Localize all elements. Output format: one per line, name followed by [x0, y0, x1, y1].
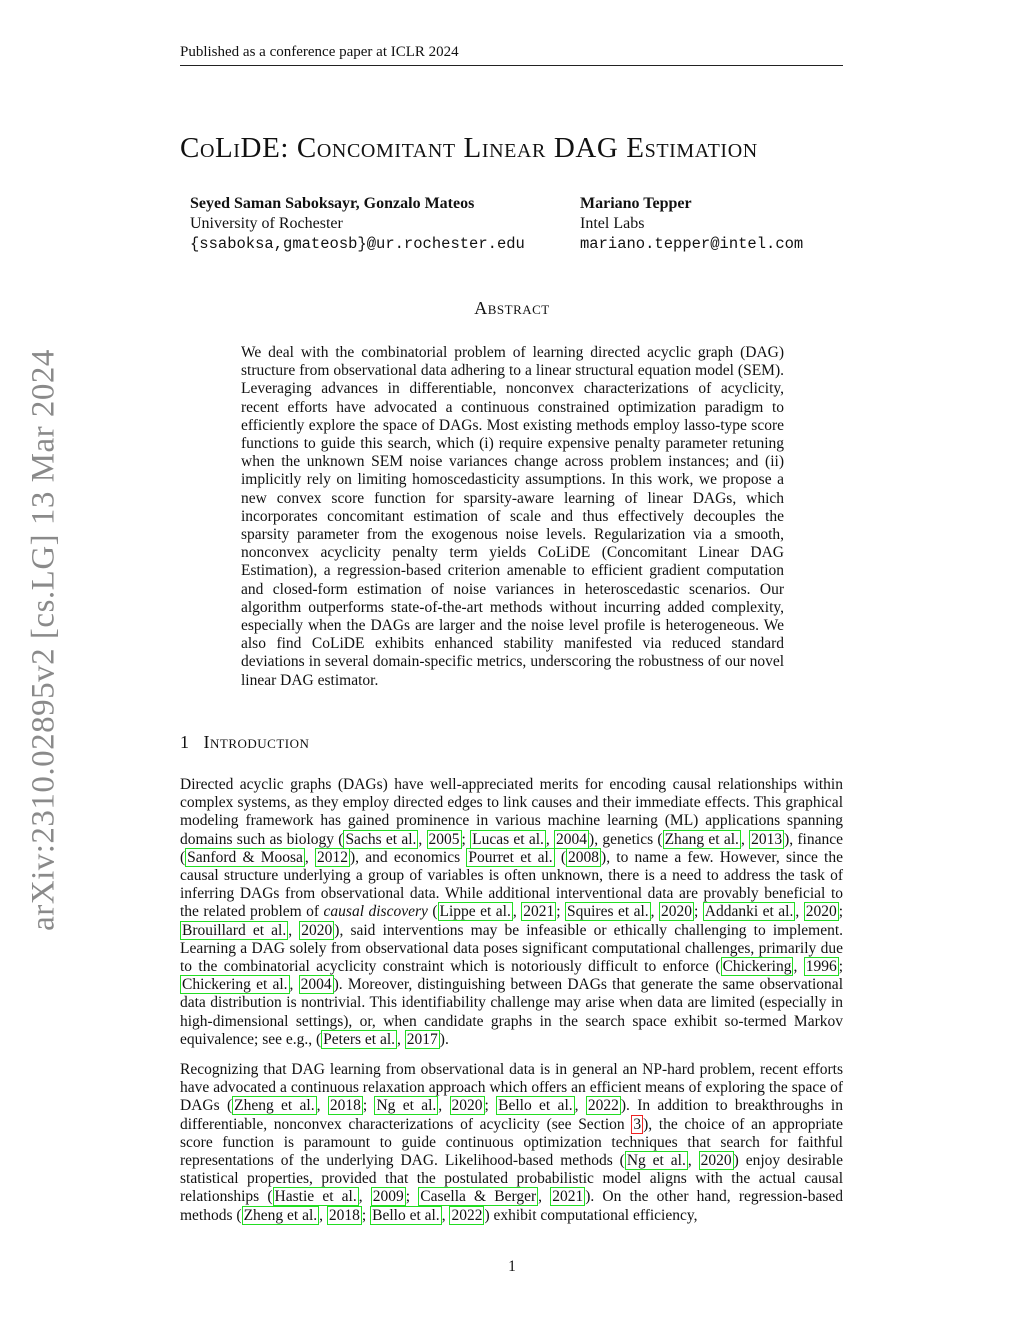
citation-link[interactable]: Zheng et al. [234, 1097, 315, 1115]
citation-link[interactable]: Chickering [722, 958, 792, 976]
citation-link[interactable]: Peters et al. [323, 1030, 396, 1048]
citation-link[interactable]: 2020 [451, 1097, 483, 1115]
citation-link[interactable]: 2020 [805, 903, 837, 921]
citation-link[interactable]: 1996 [805, 958, 837, 976]
citation-link[interactable]: 2005 [428, 830, 460, 848]
abstract-heading: Abstract [474, 298, 550, 318]
citation-link[interactable]: 2004 [556, 830, 588, 848]
citation-link[interactable]: Casella & Berger [420, 1188, 537, 1206]
citation-link[interactable]: Bello et al. [372, 1206, 440, 1224]
citation-link[interactable]: 2020 [700, 1152, 732, 1170]
citation-link[interactable]: Zhang et al. [664, 830, 739, 848]
emphasis-causal-discovery: causal discovery [323, 903, 428, 921]
citation-link[interactable]: 2021 [523, 903, 555, 921]
arxiv-watermark: arXiv:2310.02895v2 [cs.LG] 13 Mar 2024 [25, 349, 62, 931]
author-email[interactable]: {ssaboksa,gmateosb}@ur.rochester.edu [190, 235, 525, 253]
running-header: Published as a conference paper at ICLR 2024 [180, 44, 843, 66]
citation-link[interactable]: Lucas et al. [472, 830, 544, 848]
author-block-rochester [190, 194, 525, 254]
section-reference-link[interactable]: 3 [633, 1115, 642, 1133]
citation-link[interactable]: Squires et al. [566, 903, 649, 921]
section-number: 1 [180, 732, 190, 752]
citation-link[interactable]: 2008 [568, 848, 600, 866]
citation-link[interactable]: Lippe et al. [439, 903, 511, 921]
citation-link[interactable]: 2004 [300, 976, 332, 994]
author-names: Seyed Saman Saboksayr, Gonzalo Mateos [190, 195, 475, 212]
citation-link[interactable]: Sanford & Moosa [187, 848, 303, 866]
citation-link[interactable]: 2017 [406, 1030, 438, 1048]
section-title: Introduction [203, 732, 310, 752]
citation-link[interactable]: 2018 [328, 1206, 360, 1224]
citation-link[interactable]: Zheng et al. [243, 1206, 318, 1224]
author-email[interactable]: mariano.tepper@intel.com [580, 235, 804, 253]
citation-link[interactable]: 2013 [751, 830, 783, 848]
citation-link[interactable]: 2020 [301, 921, 333, 939]
citation-link[interactable]: Ng et al. [376, 1097, 437, 1115]
section-heading-introduction [180, 732, 309, 753]
citation-link[interactable]: 2012 [317, 848, 349, 866]
author-block-intel [580, 194, 803, 254]
citation-link[interactable]: Hastie et al. [274, 1188, 357, 1206]
citation-link[interactable]: Ng et al. [626, 1152, 686, 1170]
citation-link[interactable]: Brouillard et al. [182, 921, 287, 939]
intro-paragraph-2: Recognizing that DAG learning from observational data is in general an NP-hard problem, recent efforts have advocated a continuous relaxation approach which offers an efficient means of exploring the space of DAGs ( Zheng et al. , 2018 ; Ng et al. , 2020 ; Bello et al. , 2022 ). In addition to breakthroughs in differentiable, nonconvex characterizations of acyclicity (see Section 3 ), the choice of an appropriate score function is paramount to guide continuous optimization techniques that search for faithful representations of the underlying DAG. Likelihood-based methods ( Ng et al. , 2020 ) enjoy desirable statistical properties, provided that the postulated probabilistic model aligns with the actual causal relationships ( Hastie et al. , 2009 ; Casella & Berger , 2021 ). On the other hand, regression-based methods ( Zheng et al. , 2018 ; Bello et al. , 2022 ) exhibit computational efficiency, [180, 1061, 843, 1224]
author-names: Mariano Tepper [580, 195, 692, 212]
paper-title: CoLiDE: Concomitant Linear DAG Estimation [180, 132, 758, 164]
intro-paragraph-1: Directed acyclic graphs (DAGs) have well-appreciated merits for encoding causal relationships within complex systems, as they employ directed edges to link causes and their immediate effects. This graphical modeling framework has gained prominence in various machine learning (ML) applications spanning domains such as biology ( Sachs et al. , 2005 ; Lucas et al. , 2004 ), genetics ( Zhang et al. , 2013 ), finance ( Sanford & Moosa , 2012 ), and economics Pourret et al. ( 2008 ), to name a few. However, since the causal structure underlying a group of variables is often unknown, there is a need to address the task of inferring DAGs from observational data. While additional interventional data are provably beneficial to the related problem of causal discovery ( Lippe et al. , 2021 ; Squires et al. , 2020 ; Addanki et al. , 2020 ; Brouillard et al. , 2020 ), said interventions may be infeasible or ethically challenging to implement. Learning a DAG solely from observational data poses significant computational challenges, primarily due to the combinatorial acyclicity constraint which is notoriously difficult to enforce ( Chickering , 1996 ; Chickering et al. , 2004 ). Moreover, distinguishing between DAGs that generate the same observational data distribution is nontrivial. This identifiability challenge may arise when data are limited (especially in high-dimensional settings), or, when candidate graphs in the search space exhibit so-termed Markov equivalence; see e.g., ( Peters et al. , 2017 ). [180, 776, 844, 1048]
citation-link[interactable]: 2018 [329, 1097, 361, 1115]
citation-link[interactable]: Chickering et al. [182, 976, 288, 994]
citation-link[interactable]: 2021 [552, 1188, 584, 1206]
citation-link[interactable]: Sachs et al. [345, 830, 417, 848]
page-number: 1 [508, 1258, 516, 1275]
citation-link[interactable]: 2009 [372, 1188, 404, 1206]
citation-link[interactable]: Addanki et al. [704, 903, 794, 921]
citation-link[interactable]: 2022 [451, 1206, 483, 1224]
citation-link[interactable]: 2020 [661, 903, 693, 921]
citation-link[interactable]: Bello et al. [498, 1097, 573, 1115]
author-affiliation: University of Rochester [190, 215, 343, 232]
author-affiliation: Intel Labs [580, 215, 645, 232]
citation-link[interactable]: Pourret et al. [468, 848, 553, 866]
citation-link[interactable]: 2022 [587, 1097, 619, 1115]
abstract-text: We deal with the combinatorial problem of learning directed acyclic graph (DAG) structure from observational data adhering to a linear structural equation model (SEM). Leveraging advances in differentiable, nonconvex characterizations of acyclicity, recent efforts have advocated a continuous constrained optimization paradigm to efficiently explore the space of DAGs. Most existing methods employ lasso-type score functions to guide this search, which (i) require expensive penalty parameter retuning when the unknown SEM noise variances change across problem instances; and (ii) implicitly rely on limiting homoscedasticity assumptions. In this work, we propose a new convex score function for sparsity-aware learning of linear DAGs, which incorporates concomitant estimation of scale and thus effectively decouples the sparsity parameter from the exogenous noise levels. Regularization via a smooth, nonconvex acyclicity penalty term yields CoLiDE (Concomitant Linear DAG Estimation), a regression-based criterion amenable to efficient gradient computation and closed-form estimation of noise variances in heteroscedastic scenarios. Our algorithm outperforms state-of-the-art methods without incurring added complexity, especially when the DAGs are larger and the noise level profile is heterogeneous. We also find CoLiDE exhibits enhanced stability manifested via reduced standard deviations in several domain-specific metrics, underscoring the robustness of our novel linear DAG estimator. [241, 344, 784, 689]
